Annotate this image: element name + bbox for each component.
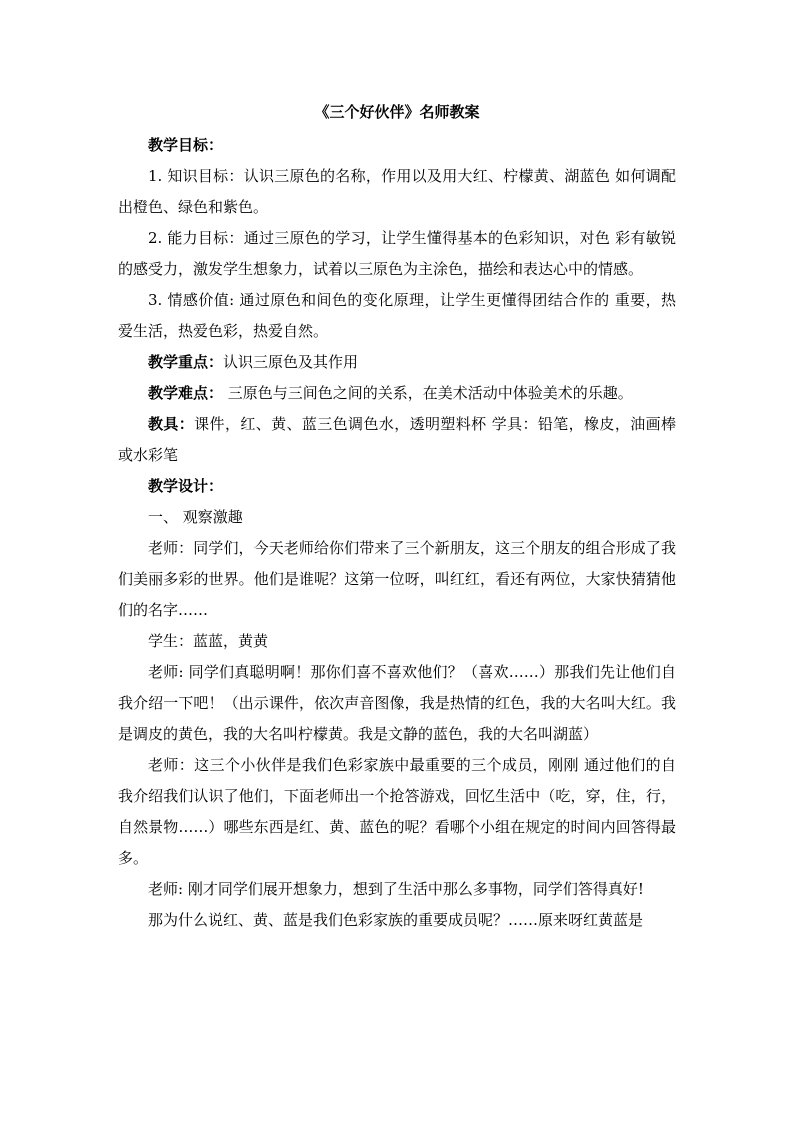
difficulty-label: 教学难点： (148, 384, 224, 402)
teaching-goals-heading: 教学目标： (148, 136, 224, 154)
goal-knowledge: 1. 知识目标：认识三原色的名称，作用以及用大红、柠檬黄、湖蓝色 如何调配出橙色、绿色和紫色。 (118, 167, 676, 216)
tools-label: 教具： (148, 415, 195, 433)
dialogue-paragraph-6: 那为什么说红、黄、蓝是我们色彩家族的重要成员呢？……原来呀红黄蓝是 (148, 911, 644, 929)
teaching-design-heading: 教学设计： (148, 477, 224, 495)
dialogue-paragraph-4: 老师：这三个小伙伴是我们色彩家族中最重要的三个成员，刚刚 通过他们的自我介绍我们认识了他们，下面老师出一个抢答游戏，回忆生活中（吃，穿，住，行，自然景物……）哪些东西是红、黄、蓝色的呢？看哪个小组在规定的时间内回答得最多。 (118, 756, 676, 867)
goal-ability: 2. 能力目标：通过三原色的学习，让学生懂得基本的色彩知识，对色 彩有敏锐的感受力，激发学生想象力，试着以三原色为主涂色，描绘和表达心中的情感。 (118, 229, 676, 278)
key-point-label: 教学重点： (148, 353, 224, 371)
section-observe-heading: 一、 观察激趣 (148, 508, 243, 526)
difficulty-paragraph (118, 378, 676, 409)
key-point-text: 认识三原色及其作用 (223, 353, 359, 371)
dialogue-paragraph-5: 老师: 刚才同学们展开想象力，想到了生活中那么多事物，同学们答得真好! (148, 880, 644, 898)
tools-paragraph (118, 409, 676, 471)
key-point-paragraph (118, 347, 676, 378)
document-body (118, 130, 676, 936)
tools-text: 课件，红、黄、蓝三色调色水，透明塑料杯 学具：铅笔，橡皮，油画棒或水彩笔 (118, 415, 676, 464)
goal-emotion: 3. 情感价值: 通过原色和间色的变化原理，让学生更懂得团结合作的 重要，热爱生活，热爱色彩，热爱自然。 (118, 291, 676, 340)
dialogue-paragraph-1: 老师：同学们，今天老师给你们带来了三个新朋友，这三个朋友的组合形成了我们美丽多彩的世界。他们是谁呢？这第一位呀，叫红红，看还有两位，大家快猜猜他们的名字…… (118, 539, 676, 619)
difficulty-text: 三原色与三间色之间的关系，在美术活动中体验美术的乐趣。 (223, 384, 633, 402)
document-title: 《三个好伙伴》名师教案 (314, 103, 480, 121)
dialogue-paragraph-2: 学生：蓝蓝，黄黄 (148, 632, 269, 650)
dialogue-paragraph-3: 老师: 同学们真聪明啊！那你们喜不喜欢他们？（喜欢……）那我们先让他们自 我介绍一下吧！（出示课件，依次声音图像，我是热情的红色，我的大名叫大红。我是调皮的黄色，我的大名叫柠檬黄。我是文静的蓝色，我的大名叫湖蓝） (118, 663, 676, 743)
